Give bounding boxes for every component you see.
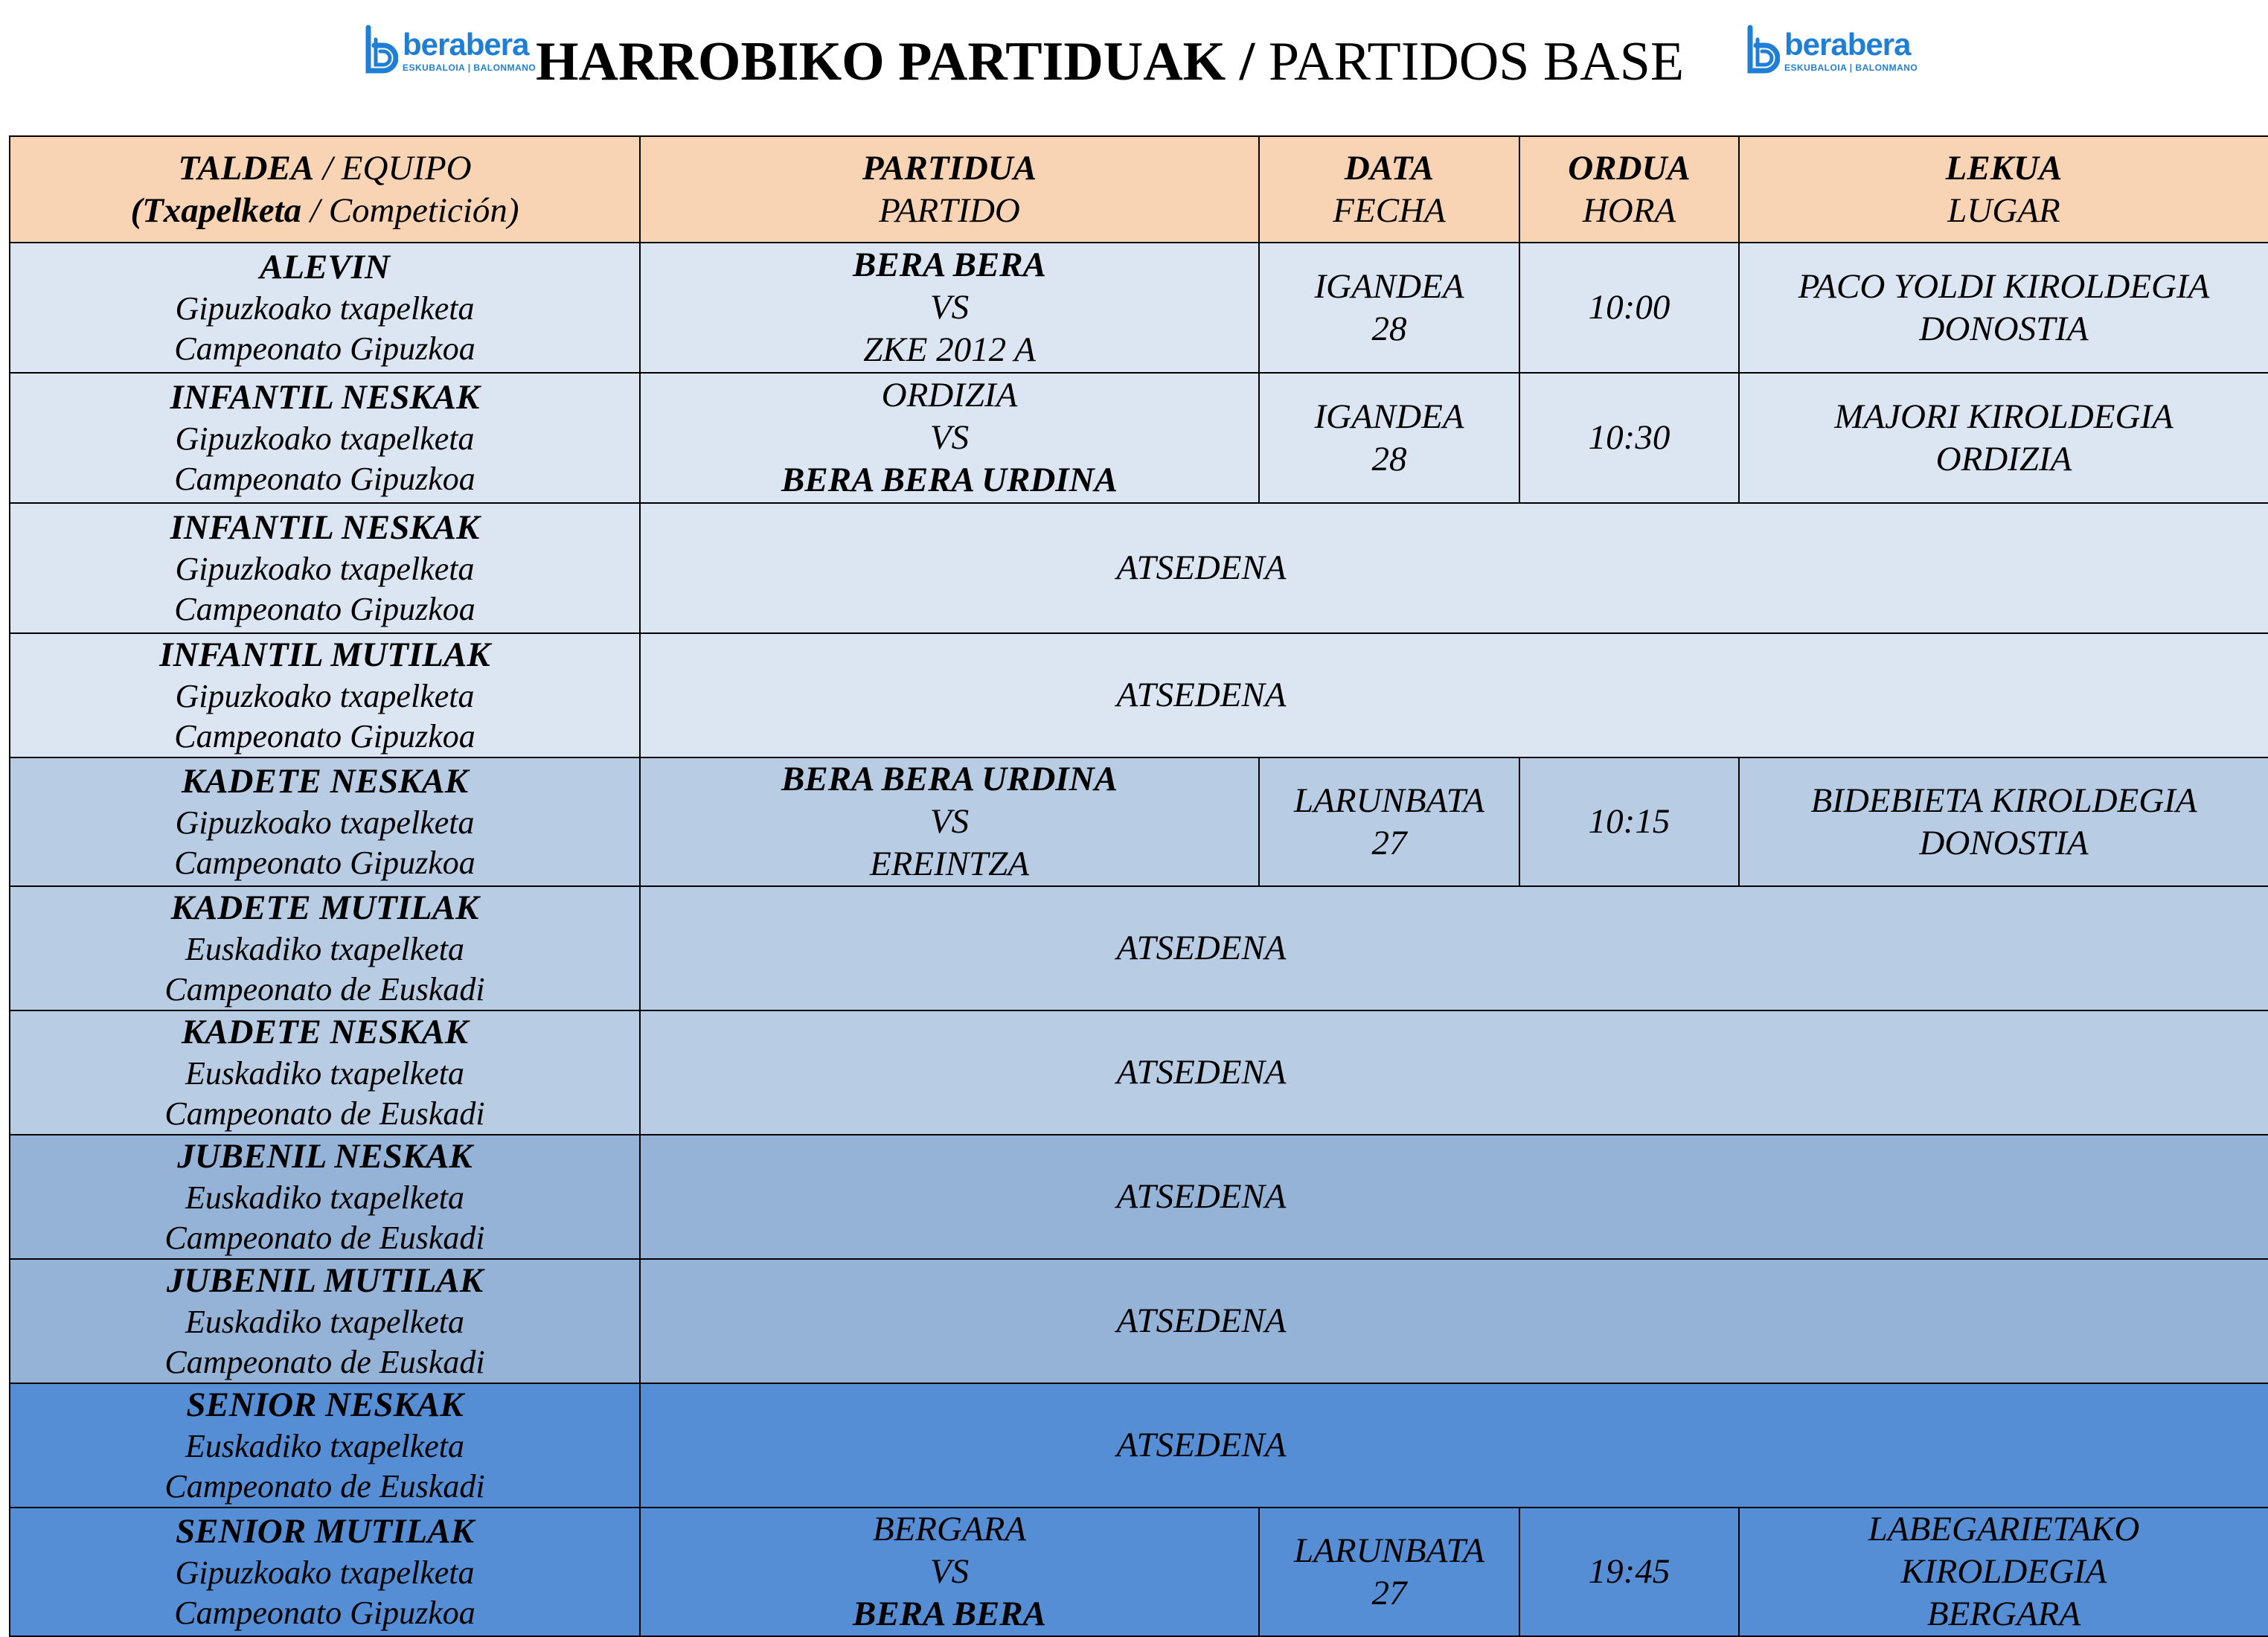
venue-city: BERGARA bbox=[1926, 1595, 2081, 1633]
rest-cell: ATSEDENA bbox=[640, 1259, 2268, 1383]
date-cell bbox=[1259, 243, 1519, 373]
away-team: EREINTZA bbox=[869, 845, 1030, 883]
venue-name: PACO YOLDI KIROLDEGIA bbox=[1798, 266, 2210, 306]
rest-cell: ATSEDENA bbox=[640, 886, 2268, 1010]
home-team: BERA BERA bbox=[853, 246, 1046, 284]
table-row bbox=[10, 1383, 2268, 1508]
competition-basque: Euskadiko txapelketa bbox=[185, 1055, 465, 1092]
home-team: BERGARA bbox=[872, 1510, 1027, 1548]
team-cell bbox=[10, 1383, 640, 1508]
team-name: SENIOR MUTILAK bbox=[176, 1512, 474, 1551]
header-team-spanish: / EQUIPO bbox=[314, 148, 472, 188]
venue-name: MAJORI KIROLDEGIA bbox=[1834, 397, 2174, 436]
competition-spanish: Campeonato de Euskadi bbox=[164, 971, 485, 1007]
team-cell bbox=[10, 633, 640, 757]
venue-city: DONOSTIA bbox=[1919, 309, 2089, 348]
time-cell: 19:45 bbox=[1519, 1508, 1739, 1636]
header-time-basque: ORDUA bbox=[1568, 148, 1691, 188]
team-name: INFANTIL NESKAK bbox=[170, 508, 480, 547]
competition-basque: Euskadiko txapelketa bbox=[185, 1428, 465, 1464]
competition-basque: Gipuzkoako txapelketa bbox=[175, 1554, 475, 1591]
match-date: 27 bbox=[1371, 1573, 1407, 1612]
table-row bbox=[10, 503, 2268, 633]
vs-label: VS bbox=[929, 802, 970, 841]
header-competition-spanish: / Competición) bbox=[301, 190, 519, 230]
title-separator: / bbox=[1239, 31, 1255, 92]
rest-cell: ATSEDENA bbox=[640, 503, 2268, 633]
berabera-logo-left bbox=[362, 21, 536, 80]
place-cell bbox=[1739, 1508, 2268, 1636]
team-cell bbox=[10, 1508, 640, 1636]
team-name: INFANTIL MUTILAK bbox=[159, 635, 490, 674]
team-cell bbox=[10, 243, 640, 373]
competition-basque: Gipuzkoako txapelketa bbox=[175, 290, 475, 327]
team-name: KADETE MUTILAK bbox=[170, 888, 479, 927]
logo-subtitle: ESKUBALOIA | BALONMANO bbox=[1784, 63, 1918, 73]
title-basque: HARROBIKO PARTIDUAK bbox=[536, 31, 1226, 92]
header-place-basque: LEKUA bbox=[1945, 148, 2063, 188]
place-cell bbox=[1739, 243, 2268, 373]
competition-basque: Gipuzkoako txapelketa bbox=[175, 551, 475, 587]
header-competition-basque: (Txapelketa bbox=[130, 190, 302, 230]
column-header-match bbox=[640, 136, 1259, 243]
table-row bbox=[10, 373, 2268, 503]
competition-basque: Gipuzkoako txapelketa bbox=[175, 804, 475, 841]
match-cell bbox=[640, 757, 1259, 886]
competition-spanish: Campeonato Gipuzkoa bbox=[174, 845, 475, 881]
schedule-table bbox=[9, 135, 2268, 1637]
competition-spanish: Campeonato Gipuzkoa bbox=[174, 1595, 475, 1631]
match-day: IGANDEA bbox=[1314, 266, 1464, 306]
column-header-time bbox=[1519, 136, 1739, 243]
berabera-logo-right bbox=[1744, 21, 1918, 80]
match-date: 28 bbox=[1371, 439, 1407, 478]
competition-basque: Gipuzkoako txapelketa bbox=[175, 420, 475, 457]
table-row bbox=[10, 1259, 2268, 1383]
match-cell bbox=[640, 373, 1259, 503]
table-row bbox=[10, 243, 2268, 373]
away-team: BERA BERA bbox=[853, 1595, 1046, 1633]
team-cell bbox=[10, 1259, 640, 1383]
table-row bbox=[10, 1508, 2268, 1636]
match-date: 28 bbox=[1371, 309, 1407, 348]
rest-cell: ATSEDENA bbox=[640, 1383, 2268, 1508]
vs-label: VS bbox=[929, 1552, 970, 1591]
competition-spanish: Campeonato Gipuzkoa bbox=[174, 591, 475, 627]
competition-spanish: Campeonato Gipuzkoa bbox=[174, 330, 475, 367]
vs-label: VS bbox=[929, 288, 970, 327]
venue-name: LABEGARIETAKO bbox=[1868, 1510, 2140, 1548]
logo-name: berabera bbox=[1784, 27, 1911, 62]
logo-subtitle: ESKUBALOIA | BALONMANO bbox=[403, 63, 536, 73]
column-header-date bbox=[1259, 136, 1519, 243]
team-name: KADETE NESKAK bbox=[181, 762, 469, 801]
venue-name-line2: KIROLDEGIA bbox=[1900, 1552, 2107, 1591]
team-cell bbox=[10, 1135, 640, 1259]
berabera-b-icon bbox=[362, 25, 398, 77]
team-cell bbox=[10, 373, 640, 503]
competition-spanish: Campeonato de Euskadi bbox=[164, 1468, 485, 1505]
header-match-spanish: PARTIDO bbox=[879, 190, 1020, 230]
match-cell bbox=[640, 1508, 1259, 1636]
header-date-basque: DATA bbox=[1344, 148, 1435, 188]
place-cell bbox=[1739, 757, 2268, 886]
competition-spanish: Campeonato de Euskadi bbox=[164, 1095, 485, 1132]
competition-basque: Euskadiko txapelketa bbox=[185, 1304, 465, 1340]
title-row bbox=[0, 0, 2268, 126]
competition-spanish: Campeonato Gipuzkoa bbox=[174, 461, 475, 497]
competition-basque: Gipuzkoako txapelketa bbox=[175, 678, 475, 714]
vs-label: VS bbox=[929, 418, 970, 457]
logo-name: berabera bbox=[403, 27, 529, 62]
date-cell bbox=[1259, 1508, 1519, 1636]
away-team: BERA BERA URDINA bbox=[781, 461, 1118, 499]
table-row bbox=[10, 886, 2268, 1010]
home-team: BERA BERA URDINA bbox=[781, 760, 1118, 798]
venue-city: DONOSTIA bbox=[1919, 823, 2089, 862]
table-row bbox=[10, 1135, 2268, 1259]
home-team: ORDIZIA bbox=[881, 376, 1018, 414]
match-day: IGANDEA bbox=[1314, 397, 1464, 436]
rest-cell: ATSEDENA bbox=[640, 1135, 2268, 1259]
time-cell: 10:00 bbox=[1519, 243, 1739, 373]
team-cell bbox=[10, 1010, 640, 1135]
header-date-spanish: FECHA bbox=[1333, 190, 1446, 230]
venue-city: ORDIZIA bbox=[1935, 439, 2072, 478]
match-cell bbox=[640, 243, 1259, 373]
venue-name: BIDEBIETA KIROLDEGIA bbox=[1810, 781, 2197, 820]
header-team-basque: TALDEA bbox=[178, 148, 315, 188]
header-time-spanish: HORA bbox=[1582, 190, 1676, 230]
column-header-team bbox=[10, 136, 640, 243]
competition-spanish: Campeonato Gipuzkoa bbox=[174, 718, 475, 755]
place-cell bbox=[1739, 373, 2268, 503]
team-cell bbox=[10, 886, 640, 1010]
rest-cell: ATSEDENA bbox=[640, 1010, 2268, 1135]
date-cell bbox=[1259, 757, 1519, 886]
match-day: LARUNBATA bbox=[1294, 1531, 1484, 1570]
competition-basque: Euskadiko txapelketa bbox=[185, 1179, 465, 1216]
rest-cell: ATSEDENA bbox=[640, 633, 2268, 757]
team-name: JUBENIL NESKAK bbox=[177, 1137, 472, 1176]
date-cell bbox=[1259, 373, 1519, 503]
competition-spanish: Campeonato de Euskadi bbox=[164, 1220, 485, 1256]
team-name: KADETE NESKAK bbox=[181, 1013, 469, 1051]
table-row bbox=[10, 757, 2268, 886]
header-match-basque: PARTIDUA bbox=[862, 148, 1037, 188]
team-cell bbox=[10, 757, 640, 886]
time-cell: 10:30 bbox=[1519, 373, 1739, 503]
team-cell bbox=[10, 503, 640, 633]
team-name: INFANTIL NESKAK bbox=[170, 378, 480, 417]
team-name: ALEVIN bbox=[260, 248, 390, 286]
column-header-place bbox=[1739, 136, 2268, 243]
team-name: JUBENIL MUTILAK bbox=[166, 1261, 484, 1300]
competition-spanish: Campeonato de Euskadi bbox=[164, 1344, 485, 1380]
away-team: ZKE 2012 A bbox=[863, 330, 1036, 369]
competition-basque: Euskadiko txapelketa bbox=[185, 931, 465, 967]
header-place-spanish: LUGAR bbox=[1947, 190, 2060, 230]
berabera-b-icon bbox=[1744, 25, 1780, 77]
time-cell: 10:15 bbox=[1519, 757, 1739, 886]
team-name: SENIOR NESKAK bbox=[186, 1385, 464, 1424]
table-header-row bbox=[10, 136, 2268, 243]
table-row bbox=[10, 633, 2268, 757]
table-row bbox=[10, 1010, 2268, 1135]
match-day: LARUNBATA bbox=[1294, 781, 1484, 820]
match-date: 27 bbox=[1371, 823, 1407, 862]
title-spanish: PARTIDOS BASE bbox=[1268, 31, 1685, 92]
page-title bbox=[536, 28, 1726, 95]
